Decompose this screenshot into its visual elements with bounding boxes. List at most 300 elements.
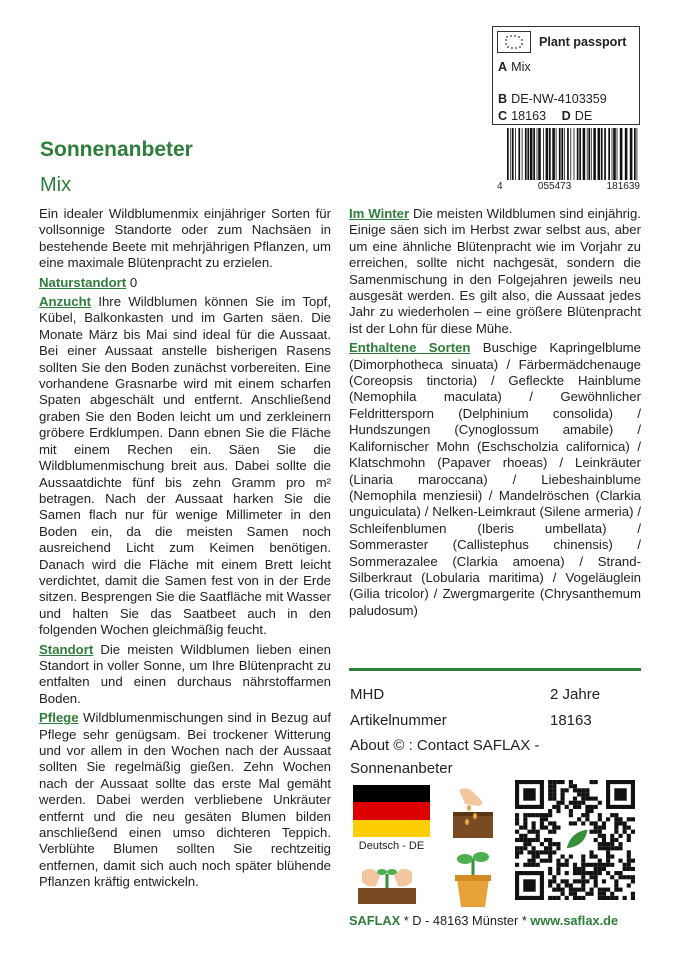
qr-module xyxy=(631,859,635,863)
qr-module xyxy=(515,817,519,821)
barcode-bar xyxy=(556,128,557,180)
barcode-bar xyxy=(591,128,592,180)
barcode-bar xyxy=(613,128,616,180)
section-anzucht: Anzucht Ihre Wildblumen können Sie im Topf, Kübel, Balkonkasten und im Garten säen. Die Monate März bis Mai sind ideal für die Aussaat. Bei einer Aussaat anstelle bisherigen Rasens sollten Sie den Boden zunächst vorbereiten. Eine vorhandene Grasnarbe wird mit einem scharfen Spaten abgeschält und entfernt. Anschließend graben Sie den Boden leicht um und zerkleinern gröbere Erdklumpen. Dann ebnen Sie die Fläche mit einem Rechen ein. Säen Sie die Wildblumenmischung breit aus. Dabei sollte die Aussaatdichte fünf bis zehn Gramm pro m² betragen. Nach der Aussaat harken Sie die Samen flach nur für wenige Millimeter in den Boden ein, da die meisten Samen noch ausreichend Licht zum Keimen benötigen. Danach wird die Fläche mit einem Brett leicht verdichtet, damit die Samen fest von in der Erde sitzen. Besprengen Sie die Saatfläche mit Wasser und halten Sie das Saatbeet auch in den folgenden Wochen gleichmäßig feucht. xyxy=(39,294,331,638)
qr-module xyxy=(556,780,560,784)
qr-module xyxy=(573,805,577,809)
qr-module xyxy=(561,892,565,896)
qr-module xyxy=(585,879,589,883)
qr-module xyxy=(610,842,614,846)
qr-module xyxy=(573,821,577,825)
qr-module xyxy=(585,817,589,821)
qr-module xyxy=(585,792,589,796)
barcode-bar xyxy=(574,128,575,180)
qr-module xyxy=(577,801,581,805)
qr-module xyxy=(606,854,610,858)
qr-module xyxy=(627,838,631,842)
qr-module xyxy=(602,838,606,842)
qr-module xyxy=(556,896,560,900)
qr-module xyxy=(523,846,527,850)
qr-module xyxy=(548,842,552,846)
barcode-bar xyxy=(518,128,520,180)
barcode-bar xyxy=(625,128,628,180)
qr-module xyxy=(589,850,593,854)
qr-module xyxy=(602,892,606,896)
qr-module xyxy=(532,838,536,842)
qr-module xyxy=(602,888,606,892)
barcode-bar xyxy=(588,128,590,180)
qr-module xyxy=(548,788,552,792)
qr-module xyxy=(523,788,535,800)
qr-module xyxy=(589,871,593,875)
qr-module xyxy=(561,863,565,867)
barcode-bar xyxy=(533,128,535,180)
qr-module xyxy=(627,817,631,821)
article-value: 18163 xyxy=(550,712,592,729)
qr-module xyxy=(581,801,585,805)
qr-module xyxy=(614,846,618,850)
section-pflege: Pflege Wildblumenmischungen sind in Bezug auf Pflege sehr genügsam. Bei trockener Witterung und vor allem in den Wochen nach der Aussaat sollten Sie regelmäßig gießen. Zehn Wochen nach der Aussaat sollte das erste Mal gemäht werden. Dabei werden verbliebene Unkräuter entfernt und die neu gesäten Blumen bilden anschließend einen umso dichteren Teppich. Verblühte Blumen sollten Sie rechtzeitig entfernen, damit sich auch noch später blühende Pflanzen kräftig entwickeln. xyxy=(39,710,331,890)
qr-module xyxy=(627,883,631,887)
qr-module xyxy=(606,817,610,821)
qr-module xyxy=(618,834,622,838)
qr-module xyxy=(536,850,540,854)
qr-module xyxy=(594,867,598,871)
qr-module xyxy=(618,842,622,846)
qr-module xyxy=(623,875,627,879)
qr-module xyxy=(573,797,577,801)
qr-module xyxy=(544,859,548,863)
qr-module xyxy=(585,813,589,817)
qr-module xyxy=(618,821,622,825)
qr-module xyxy=(594,826,598,830)
qr-module xyxy=(598,846,602,850)
qr-module xyxy=(548,859,552,863)
qr-module xyxy=(577,805,581,809)
qr-module xyxy=(577,788,581,792)
qr-module xyxy=(602,846,606,850)
qr-module xyxy=(569,892,573,896)
qr-module xyxy=(573,867,577,871)
section-divider xyxy=(349,668,641,671)
qr-module xyxy=(589,805,593,809)
qr-module xyxy=(523,821,527,825)
qr-module xyxy=(515,813,519,817)
qr-module xyxy=(569,883,573,887)
section-enthaltene-sorten: Enthaltene Sorten Buschige Kapringelblume (Dimorphotheca sinuata) / Färbermädchenauge (Coreopsis tinctoria) / Gefleckte Hainblume (Nemophila maculata) / Gewöhnlicher Feldrittersporn (Delphinium consolida) / Hundszungen (Cynoglossum amabile) / Kalifornischer Mohn (Eschscholzia californica) / Klatschmohn (Papaver rhoeas) / Leinkräuter (Linaria maroccana) / Liebeshainblume (Nemophila menziesii) / Mandelröschen (Clarkia unguiculata) / Nelken-Leimkraut (Silene armeria) / Schleifenblumen (Iberis umbellata) / Sommeraster (Callistephus chinensis) / Sommerazalee (Clarkia amoena) / Strand-Silberkraut (Lobularia maritima) / Vogeläuglein (Gilia tricolor) / Zwergmargerite (Chrysanthemum paludosum) xyxy=(349,340,641,618)
qr-module xyxy=(610,834,614,838)
qr-module xyxy=(585,788,589,792)
qr-module xyxy=(532,846,536,850)
qr-module xyxy=(602,826,606,830)
qr-module xyxy=(598,892,602,896)
qr-module xyxy=(527,842,531,846)
qr-module xyxy=(573,784,577,788)
qr-module xyxy=(532,830,536,834)
qr-module xyxy=(581,883,585,887)
qr-module xyxy=(618,875,622,879)
qr-module xyxy=(569,801,573,805)
barcode-digits: 4 055473 181639 xyxy=(497,181,640,192)
qr-module xyxy=(544,850,548,854)
qr-module xyxy=(552,792,556,796)
qr-module xyxy=(623,821,627,825)
qr-module xyxy=(585,871,589,875)
qr-code-icon[interactable] xyxy=(515,780,635,900)
qr-module xyxy=(631,830,635,834)
qr-module xyxy=(552,788,556,792)
qr-module xyxy=(527,838,531,842)
qr-module xyxy=(548,813,552,817)
barcode-bar xyxy=(522,128,523,180)
qr-module xyxy=(548,780,552,784)
seedling-pot-icon xyxy=(443,845,503,910)
qr-module xyxy=(569,888,573,892)
qr-module xyxy=(627,859,631,863)
barcode-bar xyxy=(620,128,623,180)
language-label: Deutsch - DE xyxy=(358,840,425,852)
passport-title: Plant passport xyxy=(539,35,627,49)
qr-module xyxy=(556,863,560,867)
qr-module xyxy=(610,854,614,858)
qr-module xyxy=(540,842,544,846)
qr-module xyxy=(598,859,602,863)
barcode-bar xyxy=(543,128,544,180)
qr-module xyxy=(581,813,585,817)
qr-module xyxy=(602,834,606,838)
qr-module xyxy=(623,896,627,900)
qr-module xyxy=(585,892,589,896)
qr-module xyxy=(536,863,540,867)
qr-module xyxy=(544,846,548,850)
qr-module xyxy=(552,888,556,892)
qr-module xyxy=(544,817,548,821)
qr-module xyxy=(627,850,631,854)
qr-module xyxy=(573,788,577,792)
qr-module xyxy=(552,784,556,788)
brand-name: SAFLAX xyxy=(349,913,401,928)
barcode-bar xyxy=(530,128,533,180)
qr-module xyxy=(618,859,622,863)
qr-module xyxy=(631,879,635,883)
qr-module xyxy=(523,813,527,817)
qr-module xyxy=(523,842,527,846)
qr-module xyxy=(614,821,618,825)
qr-module xyxy=(627,875,631,879)
qr-module xyxy=(515,863,519,867)
hands-planting-icon xyxy=(352,852,422,907)
qr-module xyxy=(594,830,598,834)
qr-module xyxy=(598,863,602,867)
qr-module xyxy=(536,854,540,858)
qr-module xyxy=(577,817,581,821)
qr-module xyxy=(565,896,569,900)
product-title: Sonnenanbeter xyxy=(40,138,193,161)
barcode xyxy=(497,128,640,180)
qr-module xyxy=(548,879,552,883)
qr-module xyxy=(523,863,527,867)
qr-module xyxy=(556,883,560,887)
qr-module xyxy=(552,826,556,830)
barcode-bar xyxy=(604,128,606,180)
qr-module xyxy=(581,859,585,863)
qr-module xyxy=(581,797,585,801)
qr-module xyxy=(598,888,602,892)
qr-module xyxy=(577,879,581,883)
barcode-bar xyxy=(608,128,610,180)
barcode-bar xyxy=(512,128,514,180)
qr-module xyxy=(589,797,593,801)
qr-module xyxy=(589,875,593,879)
section-naturstandort: Naturstandort 0 xyxy=(39,274,138,290)
qr-module xyxy=(573,879,577,883)
qr-module xyxy=(573,801,577,805)
qr-module xyxy=(532,863,536,867)
qr-module xyxy=(577,867,581,871)
qr-module xyxy=(589,854,593,858)
qr-module xyxy=(573,871,577,875)
german-flag-icon xyxy=(353,785,430,837)
qr-module xyxy=(569,809,573,813)
qr-module xyxy=(631,817,635,821)
qr-module xyxy=(523,826,527,830)
qr-module xyxy=(565,805,569,809)
mhd-label: MHD xyxy=(350,686,385,703)
barcode-bar xyxy=(515,128,516,180)
qr-module xyxy=(614,879,618,883)
seed-sowing-icon xyxy=(445,782,500,840)
qr-module xyxy=(577,871,581,875)
qr-module xyxy=(556,826,560,830)
qr-module xyxy=(618,871,622,875)
eu-organic-leaf-icon xyxy=(497,31,531,53)
address: * D - 48163 Münster * xyxy=(400,913,531,928)
qr-module xyxy=(581,792,585,796)
qr-module xyxy=(540,817,544,821)
qr-module xyxy=(581,854,585,858)
qr-module xyxy=(589,780,593,784)
qr-module xyxy=(544,826,548,830)
barcode-bar xyxy=(546,128,549,180)
passport-line-a: A Mix xyxy=(498,60,531,74)
qr-module xyxy=(589,863,593,867)
qr-module xyxy=(565,879,569,883)
qr-module xyxy=(627,834,631,838)
qr-module xyxy=(532,850,536,854)
qr-module xyxy=(614,826,618,830)
qr-module xyxy=(594,883,598,887)
qr-module xyxy=(515,838,519,842)
qr-module xyxy=(602,879,606,883)
qr-module xyxy=(552,875,556,879)
qr-module xyxy=(585,863,589,867)
qr-module xyxy=(561,854,565,858)
qr-module xyxy=(540,826,544,830)
qr-module xyxy=(631,875,635,879)
qr-module xyxy=(544,838,548,842)
qr-module xyxy=(565,863,569,867)
qr-module xyxy=(581,821,585,825)
qr-module xyxy=(602,867,606,871)
qr-module xyxy=(540,821,544,825)
qr-module xyxy=(614,871,618,875)
product-variant: Mix xyxy=(40,174,72,196)
qr-module xyxy=(532,821,536,825)
qr-module xyxy=(627,826,631,830)
qr-module xyxy=(548,850,552,854)
qr-module xyxy=(548,867,552,871)
qr-module xyxy=(614,788,626,800)
qr-module xyxy=(548,830,552,834)
qr-module xyxy=(569,784,573,788)
barcode-bar xyxy=(567,128,569,180)
qr-module xyxy=(552,850,556,854)
qr-module xyxy=(573,896,577,900)
qr-module xyxy=(548,809,552,813)
qr-module xyxy=(585,805,589,809)
left-column xyxy=(39,206,331,894)
qr-module xyxy=(519,846,523,850)
qr-module xyxy=(598,801,602,805)
qr-module xyxy=(519,850,523,854)
qr-module xyxy=(614,838,618,842)
qr-module xyxy=(536,813,540,817)
qr-module xyxy=(602,896,606,900)
qr-module xyxy=(614,888,618,892)
qr-module xyxy=(552,797,556,801)
barcode-bar xyxy=(559,128,561,180)
qr-module xyxy=(627,863,631,867)
qr-module xyxy=(527,863,531,867)
qr-module xyxy=(548,792,552,796)
qr-module xyxy=(515,850,519,854)
qr-module xyxy=(598,834,602,838)
qr-module xyxy=(548,784,552,788)
qr-module xyxy=(577,896,581,900)
qr-module xyxy=(561,788,565,792)
qr-module xyxy=(614,896,618,900)
barcode-bar xyxy=(612,128,613,180)
qr-module xyxy=(606,850,610,854)
qr-module xyxy=(577,792,581,796)
barcode-bar xyxy=(601,128,603,180)
qr-module xyxy=(519,838,523,842)
qr-module xyxy=(556,867,560,871)
qr-module xyxy=(523,838,527,842)
qr-module xyxy=(523,879,535,891)
qr-module xyxy=(556,809,560,813)
right-column xyxy=(349,206,641,622)
qr-module xyxy=(614,813,618,817)
qr-module xyxy=(598,830,602,834)
qr-module xyxy=(606,842,610,846)
qr-module xyxy=(561,792,565,796)
qr-module xyxy=(536,830,540,834)
qr-module xyxy=(561,801,565,805)
qr-module xyxy=(581,788,585,792)
barcode-bar xyxy=(598,128,601,180)
qr-module xyxy=(556,888,560,892)
qr-module xyxy=(515,821,519,825)
qr-module xyxy=(569,854,573,858)
qr-module xyxy=(565,883,569,887)
barcode-bar xyxy=(579,128,581,180)
footer xyxy=(349,913,641,928)
qr-module xyxy=(536,838,540,842)
barcode-bar xyxy=(510,128,511,180)
qr-module xyxy=(548,854,552,858)
qr-module xyxy=(589,809,593,813)
qr-module xyxy=(556,871,560,875)
qr-module xyxy=(598,842,602,846)
section-im-winter: Im Winter Die meisten Wildblumen sind einjährig. Einige säen sich im Herbst zwar selbst aus, aber um eine ähnliche Blütenpracht wie im Vorjahr zu erreichen, sollte nicht nachgesät, sondern die Samenmischung in den Folgejahren jeweils neu ausgesät werden. Es gilt also, die Aussaat jedes Jahr zu wiederholen – eine größere Blütenpracht ist der Lohn für diese Mühe. xyxy=(349,206,641,336)
qr-module xyxy=(602,842,606,846)
mhd-value: 2 Jahre xyxy=(550,686,601,703)
passport-line-b: B DE-NW-4103359 xyxy=(498,92,607,106)
qr-module xyxy=(519,826,523,830)
qr-module xyxy=(532,859,536,863)
qr-module xyxy=(523,834,527,838)
qr-module xyxy=(548,821,552,825)
qr-module xyxy=(631,892,635,896)
barcode-bar xyxy=(527,128,529,180)
qr-module xyxy=(594,879,598,883)
qr-module xyxy=(561,797,565,801)
qr-module xyxy=(602,821,606,825)
qr-module xyxy=(598,896,602,900)
barcode-bar xyxy=(537,128,538,180)
qr-module xyxy=(552,780,556,784)
qr-module xyxy=(589,830,593,834)
qr-module xyxy=(618,846,622,850)
qr-module xyxy=(627,854,631,858)
barcode-bar xyxy=(630,128,633,180)
qr-module xyxy=(623,863,627,867)
qr-module xyxy=(585,809,589,813)
qr-module xyxy=(618,817,622,821)
qr-module xyxy=(589,888,593,892)
qr-module xyxy=(598,871,602,875)
qr-module xyxy=(623,830,627,834)
qr-module xyxy=(610,875,614,879)
qr-module xyxy=(598,867,602,871)
qr-module xyxy=(569,780,573,784)
qr-module xyxy=(589,892,593,896)
qr-module xyxy=(552,896,556,900)
qr-module xyxy=(527,830,531,834)
qr-module xyxy=(548,846,552,850)
qr-module xyxy=(606,863,610,867)
qr-module xyxy=(618,888,622,892)
qr-module xyxy=(536,834,540,838)
qr-module xyxy=(552,821,556,825)
qr-module xyxy=(548,896,552,900)
qr-module xyxy=(556,801,560,805)
barcode-bar xyxy=(564,128,565,180)
qr-module xyxy=(556,805,560,809)
qr-module xyxy=(515,830,519,834)
qr-module xyxy=(610,813,614,817)
qr-module xyxy=(532,813,536,817)
qr-module xyxy=(594,838,598,842)
qr-module xyxy=(548,838,552,842)
qr-module xyxy=(561,888,565,892)
qr-module xyxy=(573,863,577,867)
qr-module xyxy=(556,859,560,863)
website-link[interactable]: www.saflax.de xyxy=(530,913,619,928)
qr-module xyxy=(614,883,618,887)
qr-module xyxy=(544,813,548,817)
